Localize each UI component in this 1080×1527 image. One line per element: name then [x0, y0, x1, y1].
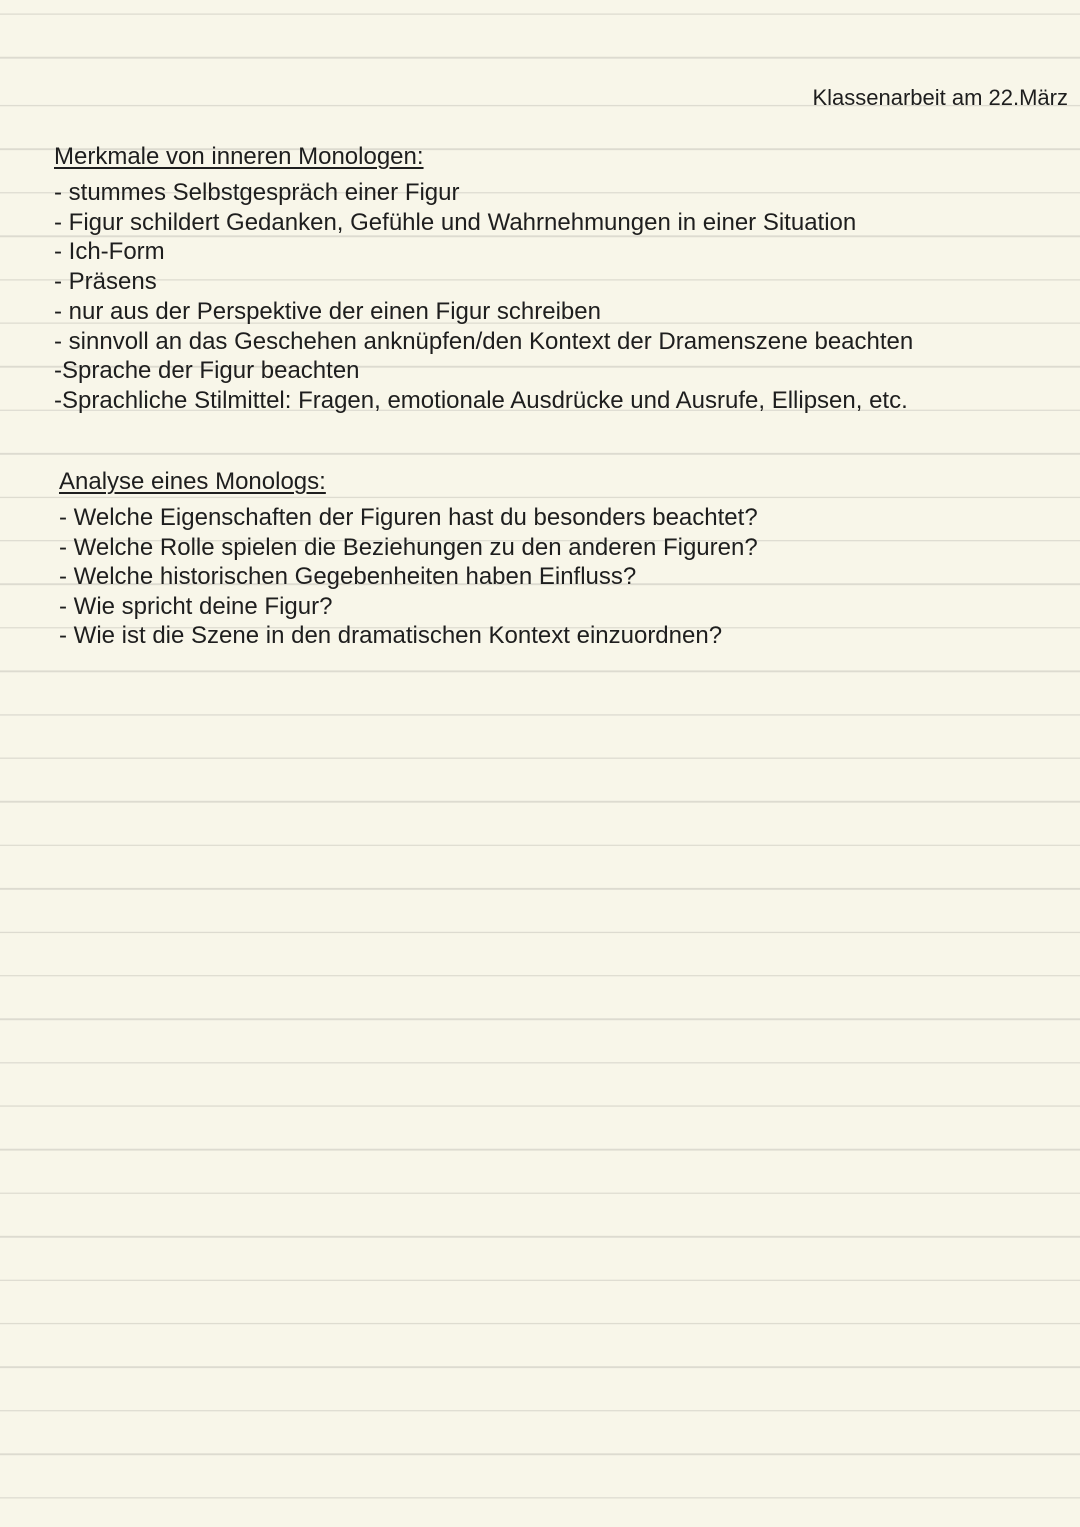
list-item: - nur aus der Perspektive der einen Figur schreiben	[54, 297, 601, 325]
feature-list	[54, 178, 913, 416]
list-item: - Ich-Form	[54, 238, 165, 266]
monologue-analysis-section	[59, 467, 758, 651]
list-item: - sinnvoll an das Geschehen anknüpfen/den Kontext der Dramenszene beachten	[54, 327, 914, 355]
list-item: - Welche Eigenschaften der Figuren hast du besonders beachtet?	[59, 504, 758, 531]
list-item: -Sprachliche Stilmittel: Fragen, emotionale Ausdrücke und Ausrufe, Ellipsen, etc.	[54, 386, 908, 414]
list-item: -Sprache der Figur beachten	[54, 357, 360, 385]
list-item: - Welche Rolle spielen die Beziehungen zu den anderen Figuren?	[59, 533, 758, 561]
exam-date-note: Klassenarbeit am 22.März	[812, 85, 1068, 110]
section-heading: Merkmale von inneren Monologen:	[54, 143, 424, 170]
list-item: - Figur schildert Gedanken, Gefühle und Wahrnehmungen in einer Situation	[54, 208, 857, 236]
list-item: - Welche historischen Gegebenheiten haben Einfluss?	[59, 563, 637, 590]
section-heading: Analyse eines Monologs:	[59, 468, 326, 495]
list-item: - Präsens	[54, 268, 157, 296]
list-item: - Wie spricht deine Figur?	[59, 592, 333, 620]
list-item: - stummes Selbstgespräch einer Figur	[54, 179, 460, 206]
analysis-question-list	[59, 503, 758, 651]
inner-monologue-features-section	[54, 142, 913, 416]
list-item: - Wie ist die Szene in den dramatischen Kontext einzuordnen?	[59, 622, 723, 649]
